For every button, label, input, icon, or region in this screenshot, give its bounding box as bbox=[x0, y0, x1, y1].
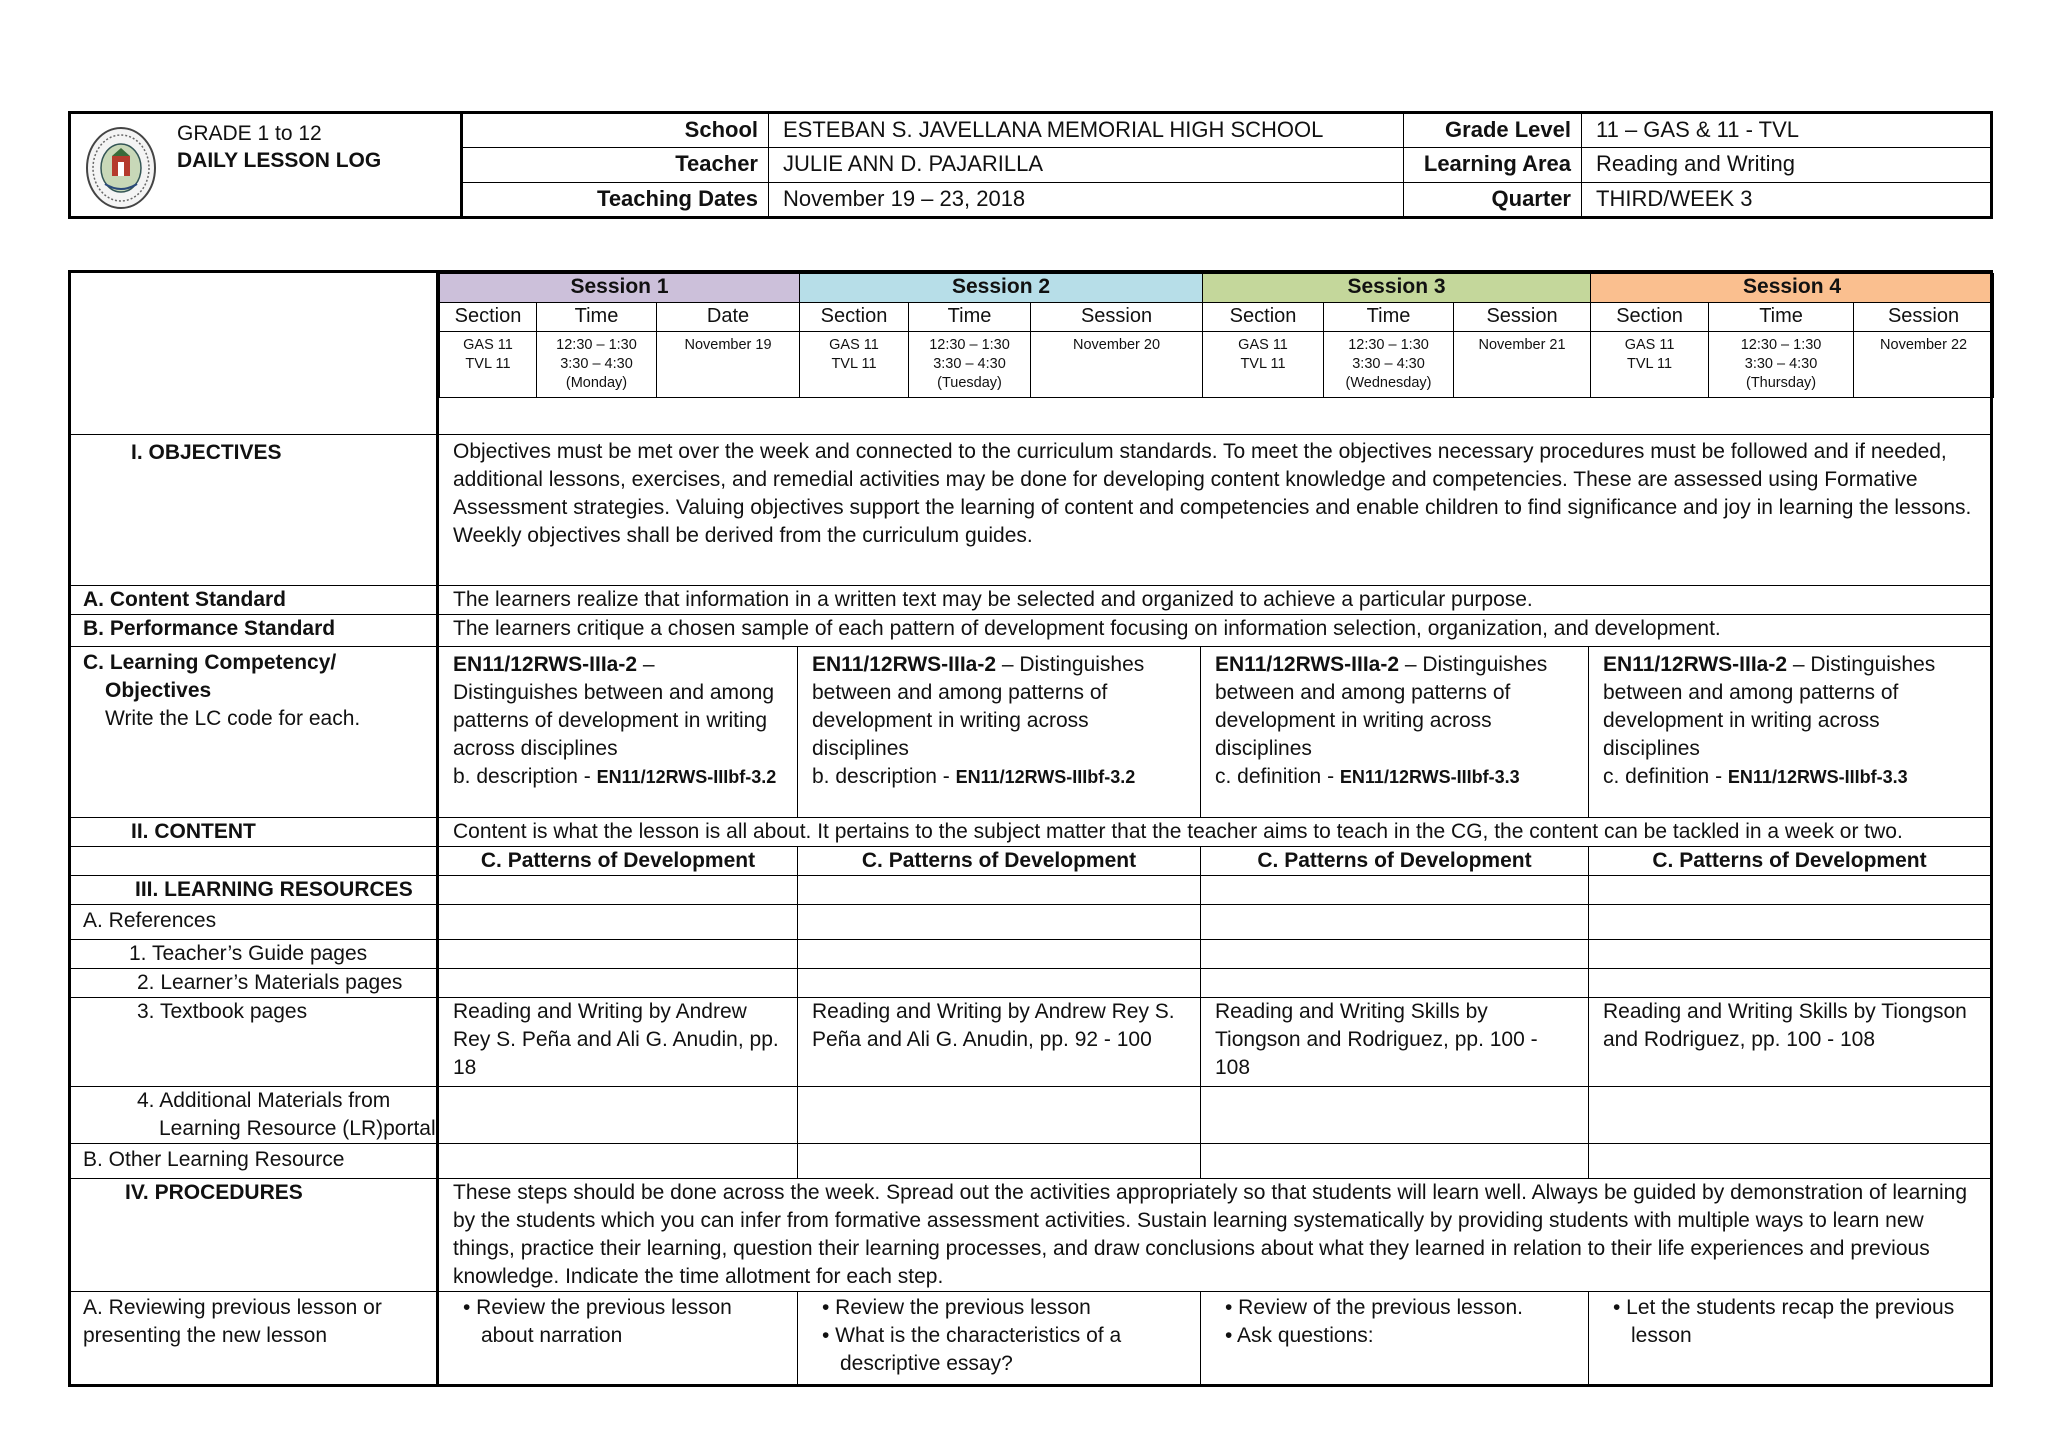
resource-empty-cell bbox=[1589, 969, 1992, 998]
session-col-header: Section bbox=[1203, 303, 1324, 332]
grade-level-value: 11 – GAS & 11 - TVL bbox=[1582, 113, 1992, 148]
other-resource-label: B. Other Learning Resource bbox=[70, 1144, 438, 1179]
lc-sub-code: EN11/12RWS-IIIbf-3.2 bbox=[955, 767, 1136, 787]
resource-empty-cell bbox=[438, 1087, 798, 1144]
session-title-3: Session 3 bbox=[1203, 274, 1591, 303]
session-col-header: Time bbox=[1709, 303, 1854, 332]
content-topic-4: C. Patterns of Development bbox=[1589, 847, 1992, 876]
content-standard-text: The learners realize that information in a written text may be selected and organized to achieve a particular purpose. bbox=[438, 586, 1992, 615]
resource-empty-cell bbox=[438, 905, 798, 940]
competency-sub bbox=[453, 763, 783, 791]
review-bullet: • Let the students recap the previous lesson bbox=[1613, 1296, 1955, 1347]
review-bullet: • What is the characteristics of a descriptive essay? bbox=[822, 1324, 1122, 1375]
lc-description: – Distinguishes between and among patterns of development in writing across disciplines bbox=[1603, 653, 1936, 760]
teacher-label: Teacher bbox=[462, 148, 769, 182]
additional-label-cell bbox=[70, 1087, 438, 1144]
textbook-cell-3: Reading and Writing Skills by Tiongson and Rodriguez, pp. 100 - 108 bbox=[1201, 998, 1589, 1087]
session-sections: GAS 11 TVL 11 bbox=[800, 332, 909, 398]
competency-sub bbox=[1215, 763, 1574, 791]
session-col-header: Time bbox=[1324, 303, 1454, 332]
learning-area-label: Learning Area bbox=[1404, 148, 1582, 182]
lc-code: EN11/12RWS-IIIa-2 bbox=[1215, 653, 1400, 676]
performance-standard-label: B. Performance Standard bbox=[70, 615, 438, 647]
session-col-header: Date bbox=[657, 303, 800, 332]
learning-area-value: Reading and Writing bbox=[1582, 148, 1992, 182]
resource-empty-cell bbox=[1201, 969, 1589, 998]
resource-empty-cell bbox=[798, 876, 1201, 905]
lc-sub-code: EN11/12RWS-IIIbf-3.2 bbox=[596, 767, 777, 787]
session-times: 12:30 – 1:30 3:30 – 4:30 (Monday) bbox=[537, 332, 657, 398]
brand-block bbox=[177, 120, 381, 174]
sessions-filler bbox=[440, 398, 1994, 435]
session-col-header: Session bbox=[1031, 303, 1203, 332]
textbook-cell-2: Reading and Writing by Andrew Rey S. Peña and Ali G. Anudin, pp. 92 - 100 bbox=[798, 998, 1201, 1087]
session-col-header: Session bbox=[1454, 303, 1591, 332]
resource-empty-cell bbox=[1589, 905, 1992, 940]
content-topic-3: C. Patterns of Development bbox=[1201, 847, 1589, 876]
resource-empty-cell bbox=[1201, 1144, 1589, 1179]
competency-sub bbox=[812, 763, 1186, 791]
lc-sub-label: b. description - bbox=[812, 765, 956, 788]
tg-label: 1. Teacher’s Guide pages bbox=[70, 940, 438, 969]
competency-text bbox=[453, 651, 783, 763]
session-date: November 22 bbox=[1854, 332, 1994, 398]
content-topic-2: C. Patterns of Development bbox=[798, 847, 1201, 876]
procedures-text: These steps should be done across the week. Spread out the activities appropriately so that students will learn well. Always be guided by demonstration of learning by the students which you can infer from formative assessment activities. Sustain learning systematically by providing students with multiple ways to learn new things, practice their learning, question their learning processes, and draw conclusions about what they learned in relation to their life experiences and previous knowledge. Indicate the time allotment for each step. bbox=[438, 1179, 1992, 1292]
session-times: 12:30 – 1:30 3:30 – 4:30 (Thursday) bbox=[1709, 332, 1854, 398]
session-col-header: Time bbox=[909, 303, 1031, 332]
competency-label-cell bbox=[70, 647, 438, 818]
textbook-cell-1: Reading and Writing by Andrew Rey S. Peña and Ali G. Anudin, pp. 18 bbox=[438, 998, 798, 1087]
review-bullet: • Review the previous lesson bbox=[822, 1296, 1091, 1319]
sessions-subtable bbox=[439, 273, 1994, 434]
lc-description: – Distinguishes between and among patterns of development in writing across disciplines bbox=[812, 653, 1145, 760]
session-date: November 20 bbox=[1031, 332, 1203, 398]
lc-description: – Distinguishes between and among patterns of development in writing across disciplines bbox=[1215, 653, 1548, 760]
session-times: 12:30 – 1:30 3:30 – 4:30 (Wednesday) bbox=[1324, 332, 1454, 398]
quarter-value: THIRD/WEEK 3 bbox=[1582, 182, 1992, 217]
objectives-label: I. OBJECTIVES bbox=[70, 435, 438, 586]
session-title-4: Session 4 bbox=[1591, 274, 1994, 303]
resource-empty-cell bbox=[1201, 876, 1589, 905]
sessions-header bbox=[438, 272, 1992, 435]
school-seal-icon bbox=[85, 124, 157, 210]
performance-standard-text: The learners critique a chosen sample of each pattern of development focusing on information selection, organization, and development. bbox=[438, 615, 1992, 647]
content-standard-label: A. Content Standard bbox=[70, 586, 438, 615]
resource-empty-cell bbox=[1589, 876, 1992, 905]
additional-label-2: Learning Resource (LR)portal bbox=[159, 1117, 436, 1140]
procedures-label: IV. PROCEDURES bbox=[70, 1179, 438, 1292]
resource-empty-cell bbox=[1201, 940, 1589, 969]
review-bullet: • Review the previous lesson about narration bbox=[463, 1296, 732, 1347]
quarter-label: Quarter bbox=[1404, 182, 1582, 217]
session-title-2: Session 2 bbox=[800, 274, 1203, 303]
grade-level-label: Grade Level bbox=[1404, 113, 1582, 148]
resource-empty-cell bbox=[1589, 1144, 1992, 1179]
session-sections: GAS 11 TVL 11 bbox=[440, 332, 537, 398]
resource-empty-cell bbox=[1201, 905, 1589, 940]
lesson-log-table bbox=[68, 270, 1993, 1387]
session-title-1: Session 1 bbox=[440, 274, 800, 303]
session-sections: GAS 11 TVL 11 bbox=[1203, 332, 1324, 398]
lc-sub-label: c. definition - bbox=[1603, 765, 1728, 788]
lc-sub-label: c. definition - bbox=[1215, 765, 1340, 788]
objectives-text: Objectives must be met over the week and connected to the curriculum standards. To meet the objectives necessary procedures must be followed and if needed, additional lessons, exercises, and remedial activities may be done for developing content knowledge and competencies. These are assessed using Formative Assessment strategies. Valuing objectives support the learning of content and competencies and enable children to find significance and joy in learning the lessons. Weekly objectives shall be derived from the curriculum guides. bbox=[438, 435, 1992, 586]
lc-code: EN11/12RWS-IIIa-2 bbox=[453, 653, 638, 676]
session-times: 12:30 – 1:30 3:30 – 4:30 (Tuesday) bbox=[909, 332, 1031, 398]
additional-label: 4. Additional Materials from bbox=[137, 1089, 391, 1112]
teaching-dates-value: November 19 – 23, 2018 bbox=[769, 182, 1404, 217]
resource-empty-cell bbox=[798, 1087, 1201, 1144]
review-bullet: • Review of the previous lesson. bbox=[1225, 1296, 1523, 1319]
competency-cell-3 bbox=[1201, 647, 1589, 818]
resource-empty-cell bbox=[438, 940, 798, 969]
resource-empty-cell bbox=[798, 940, 1201, 969]
competency-cell-4 bbox=[1589, 647, 1992, 818]
session-date: November 19 bbox=[657, 332, 800, 398]
review-cell-3 bbox=[1201, 1292, 1589, 1386]
content-topic-1: C. Patterns of Development bbox=[438, 847, 798, 876]
references-label: A. References bbox=[70, 905, 438, 940]
competency-cell-1 bbox=[438, 647, 798, 818]
review-cell-2 bbox=[798, 1292, 1201, 1386]
lm-label: 2. Learner’s Materials pages bbox=[70, 969, 438, 998]
lc-code: EN11/12RWS-IIIa-2 bbox=[812, 653, 997, 676]
resource-empty-cell bbox=[1589, 940, 1992, 969]
textbook-label: 3. Textbook pages bbox=[70, 998, 438, 1087]
resource-empty-cell bbox=[798, 1144, 1201, 1179]
session-sections: GAS 11 TVL 11 bbox=[1591, 332, 1709, 398]
competency-text bbox=[812, 651, 1186, 763]
header-table bbox=[68, 111, 1993, 219]
logo-cell bbox=[70, 113, 462, 218]
content-label: II. CONTENT bbox=[70, 818, 438, 847]
competency-cell-2 bbox=[798, 647, 1201, 818]
school-label: School bbox=[462, 113, 769, 148]
log-title: DAILY LESSON LOG bbox=[177, 149, 382, 172]
lc-sub-code: EN11/12RWS-IIIbf-3.3 bbox=[1339, 767, 1520, 787]
review-cell-1 bbox=[438, 1292, 798, 1386]
resource-empty-cell bbox=[438, 969, 798, 998]
resource-empty-cell bbox=[1589, 1087, 1992, 1144]
resource-empty-cell bbox=[798, 969, 1201, 998]
lc-description: – Distinguishes between and among patterns of development in writing across disciplines bbox=[453, 653, 775, 760]
lc-sub-label: b. description - bbox=[453, 765, 597, 788]
competency-sub bbox=[1603, 763, 1976, 791]
school-value: ESTEBAN S. JAVELLANA MEMORIAL HIGH SCHOOL bbox=[769, 113, 1404, 148]
session-col-header: Section bbox=[800, 303, 909, 332]
resources-label: III. LEARNING RESOURCES bbox=[70, 876, 438, 905]
sessions-corner bbox=[70, 272, 438, 435]
textbook-cell-4: Reading and Writing Skills by Tiongson and Rodriguez, pp. 100 - 108 bbox=[1589, 998, 1992, 1087]
competency-label: C. Learning Competency/ bbox=[83, 651, 337, 674]
lc-code: EN11/12RWS-IIIa-2 bbox=[1603, 653, 1788, 676]
resource-empty-cell bbox=[798, 905, 1201, 940]
teaching-dates-label: Teaching Dates bbox=[462, 182, 769, 217]
competency-note: Write the LC code for each. bbox=[105, 707, 361, 730]
content-label-spacer bbox=[70, 847, 438, 876]
lc-sub-code: EN11/12RWS-IIIbf-3.3 bbox=[1727, 767, 1908, 787]
teacher-value: JULIE ANN D. PAJARILLA bbox=[769, 148, 1404, 182]
review-bullet: • Ask questions: bbox=[1225, 1324, 1374, 1347]
session-col-header: Session bbox=[1854, 303, 1994, 332]
review-label: A. Reviewing previous lesson or presenting the new lesson bbox=[70, 1292, 438, 1386]
content-text: Content is what the lesson is all about. It pertains to the subject matter that the teacher aims to teach in the CG, the content can be tackled in a week or two. bbox=[438, 818, 1992, 847]
review-cell-4 bbox=[1589, 1292, 1992, 1386]
session-col-header: Time bbox=[537, 303, 657, 332]
resource-empty-cell bbox=[438, 1144, 798, 1179]
session-col-header: Section bbox=[1591, 303, 1709, 332]
competency-text bbox=[1603, 651, 1976, 763]
resource-empty-cell bbox=[438, 876, 798, 905]
session-date: November 21 bbox=[1454, 332, 1591, 398]
competency-label-2: Objectives bbox=[105, 679, 212, 702]
session-col-header: Section bbox=[440, 303, 537, 332]
resource-empty-cell bbox=[1201, 1087, 1589, 1144]
competency-text bbox=[1215, 651, 1574, 763]
grade-range: GRADE 1 to 12 bbox=[177, 122, 322, 145]
